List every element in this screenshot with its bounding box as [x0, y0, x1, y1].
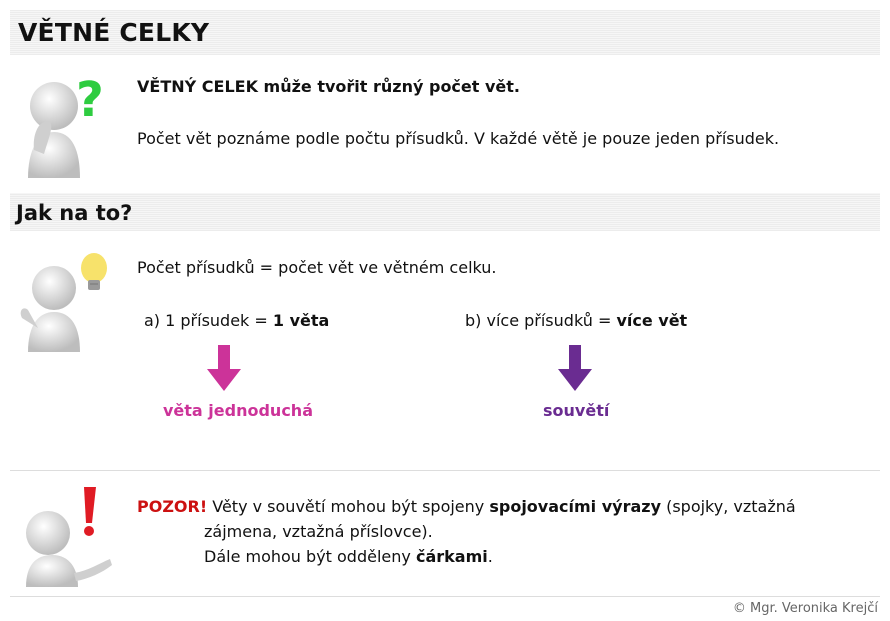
copyright: © Mgr. Veronika Krejčí	[732, 601, 878, 616]
option-b-prefix: b) více přísudků =	[465, 311, 617, 330]
option-a-prefix: a) 1 přísudek =	[144, 311, 273, 330]
note-text-1: Věty v souvětí mohou být spojeny	[207, 497, 490, 516]
note-text-1-end: (spojky, vztažná	[661, 497, 796, 516]
arrow-down-purple-icon	[558, 345, 592, 391]
svg-text:?: ?	[76, 72, 104, 128]
option-b-bold: více vět	[616, 311, 688, 330]
intro-line-1: VĚTNÝ CELEK může tvořit různý počet vět.	[137, 77, 520, 96]
result-simple-sentence: věta jednoduchá	[163, 401, 313, 420]
divider	[10, 470, 880, 471]
idea-figure-icon	[14, 248, 114, 358]
note-line-2: zájmena, vztažná příslovce).	[204, 522, 433, 541]
arrow-down-pink-icon	[207, 345, 241, 391]
section-heading-howto: Jak na to?	[10, 193, 880, 231]
result-compound-sentence: souvětí	[543, 401, 610, 420]
warning-label: POZOR!	[137, 497, 208, 516]
note-bold-3: čárkami	[415, 547, 488, 566]
option-a-bold: 1 věta	[272, 311, 330, 330]
option-a	[144, 309, 329, 333]
note-line-3	[204, 545, 493, 569]
option-b	[465, 309, 687, 333]
note-line-1	[137, 495, 796, 519]
page-title: VĚTNÉ CELKY	[10, 10, 880, 55]
note-text-3-end: .	[487, 547, 493, 566]
rule-text: Počet přísudků = počet vět ve větném celku.	[137, 258, 497, 277]
note-bold-1: spojovacími výrazy	[489, 497, 661, 516]
thinking-figure-icon	[14, 70, 114, 180]
footer-divider	[10, 596, 880, 597]
intro-line-2: Počet vět poznáme podle počtu přísudků. V každé větě je pouze jeden přísudek.	[137, 129, 780, 148]
worried-figure-icon	[18, 483, 118, 589]
note-text-3: Dále mohou být odděleny	[204, 547, 416, 566]
